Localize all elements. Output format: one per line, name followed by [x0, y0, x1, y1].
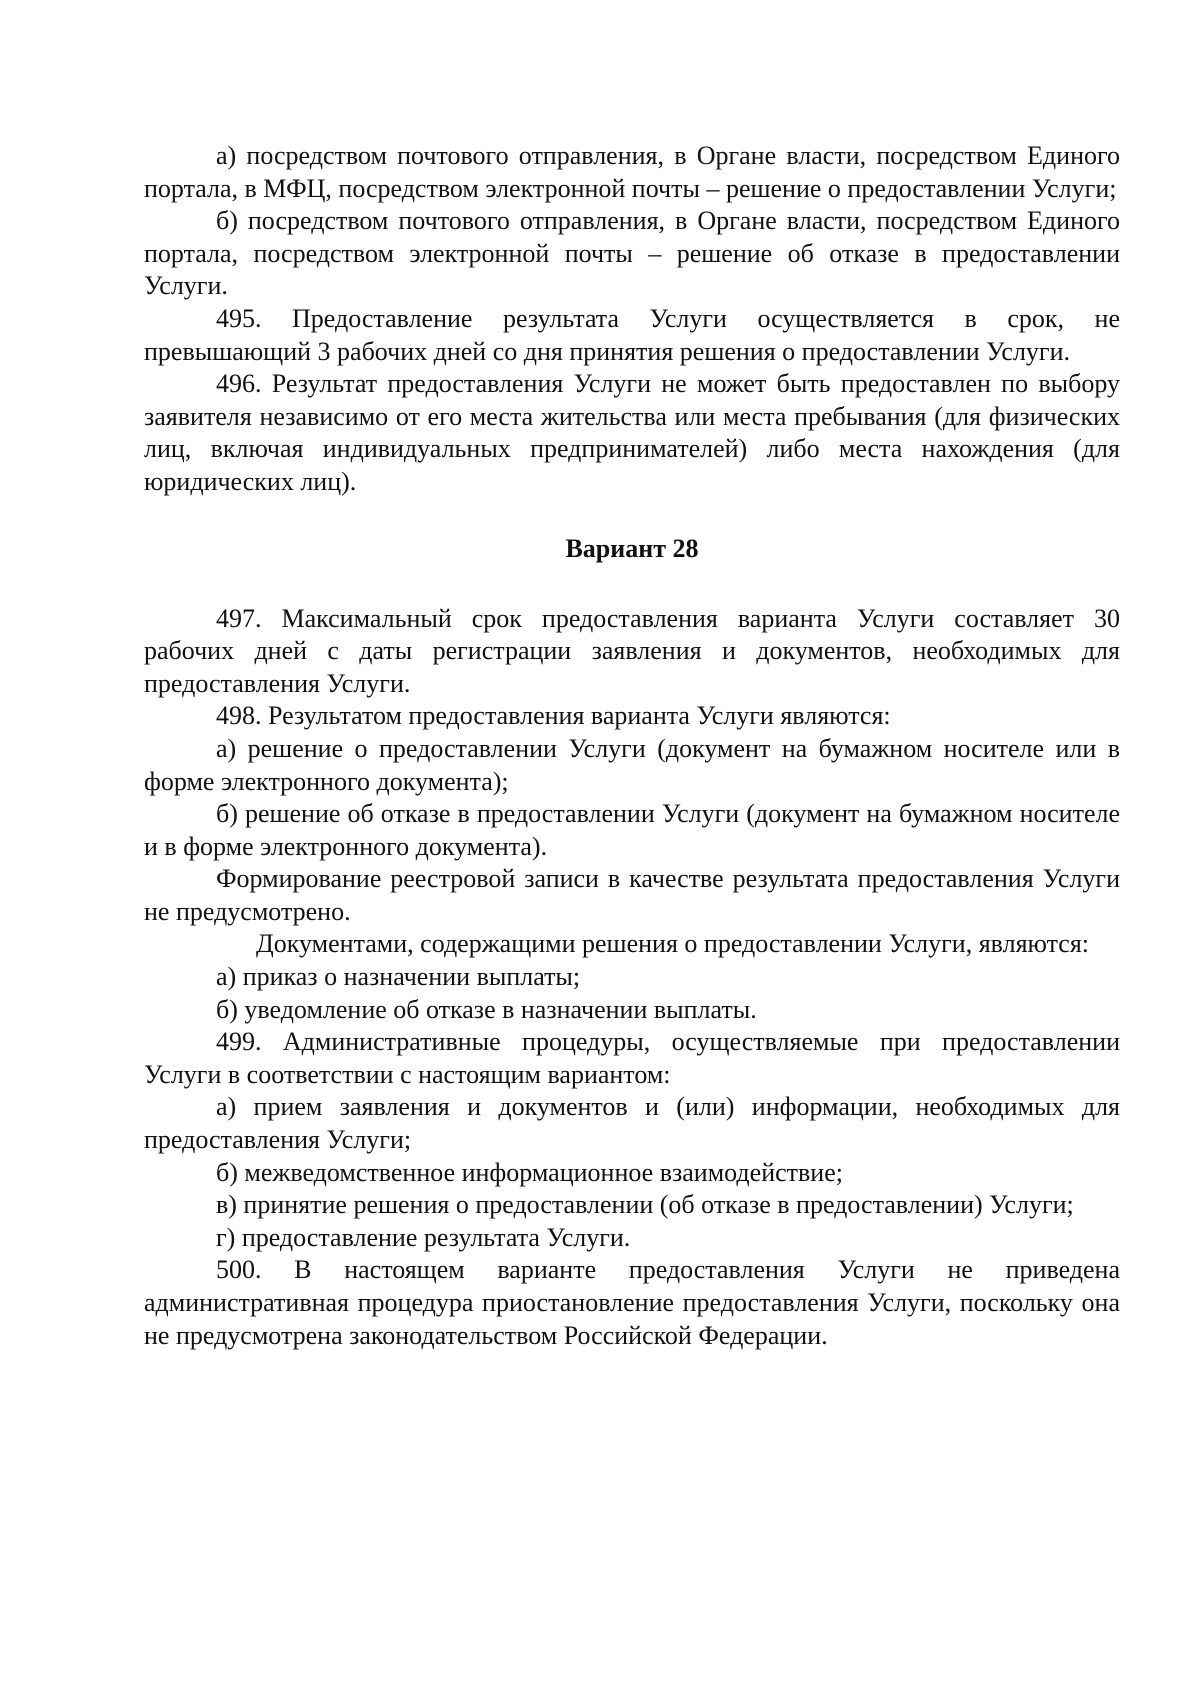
section-heading: Вариант 28	[565, 533, 699, 563]
paragraph-498-a: а) решение о предоставлении Услуги (документ на бумажном носителе или в форме электронного документа);	[144, 733, 1120, 796]
paragraph-498-b: б) решение об отказе в предоставлении Услуги (документ на бумажном носителе и в форме электронного документа).	[144, 799, 1120, 861]
paragraph-registry-record: Формирование реестровой записи в качестве результата предоставления Услуги не предусмотрено.	[144, 864, 1120, 926]
paragraph-a-mail-decision: а) посредством почтового отправления, в Органе власти, посредством Единого портала, в МФЦ, посредством электронной почты – решение о предоставлении Услуги;	[144, 141, 1120, 203]
paragraph-499: 499. Административные процедуры, осуществляемые при предоставлении Услуги в соответствии с настоящим вариантом:	[144, 1027, 1120, 1089]
paragraph-decision-documents: Документами, содержащими решения о предоставлении Услуги, являются:	[256, 929, 1090, 959]
document-page	[144, 140, 1120, 1352]
paragraph-498: 498. Результатом предоставления варианта Услуги являются:	[216, 701, 891, 731]
paragraph-495: 495. Предоставление результата Услуги осуществляется в срок, не превышающий 3 рабочих дней со дня принятия решения о предоставлении Услуги.	[144, 303, 1120, 366]
paragraph-499-a: а) прием заявления и документов и (или) информации, необходимых для предоставления Услуги;	[144, 1092, 1120, 1155]
paragraph-documents-a: а) приказ о назначении выплаты;	[216, 962, 581, 992]
paragraph-499-c: в) принятие решения о предоставлении (об отказе в предоставлении) Услуги;	[216, 1190, 1074, 1220]
paragraph-497: 497. Максимальный срок предоставления варианта Услуги составляет 30 рабочих дней с даты регистрации заявления и документов, необходимых для предоставления Услуги.	[144, 603, 1120, 698]
paragraph-499-b: б) межведомственное информационное взаимодействие;	[216, 1157, 843, 1187]
paragraph-b-mail-refusal: б) посредством почтового отправления, в Органе власти, посредством Единого портала, посредством электронной почты – решение об отказе в предоставлении Услуги.	[144, 206, 1120, 301]
paragraph-500: 500. В настоящем варианте предоставления Услуги не приведена административная процедура приостановление предоставления Услуги, поскольку она не предусмотрена законодательством Российской Федерации.	[144, 1255, 1120, 1350]
paragraph-documents-b: б) уведомление об отказе в назначении выплаты.	[216, 994, 757, 1024]
paragraph-496: 496. Результат предоставления Услуги не может быть предоставлен по выбору заявителя независимо от его места жительства или места пребывания (для физических лиц, включая индивидуальных предпринимателей) либо места нахождения (для юридических лиц).	[144, 369, 1120, 496]
paragraph-499-d: г) предоставление результата Услуги.	[216, 1222, 631, 1252]
